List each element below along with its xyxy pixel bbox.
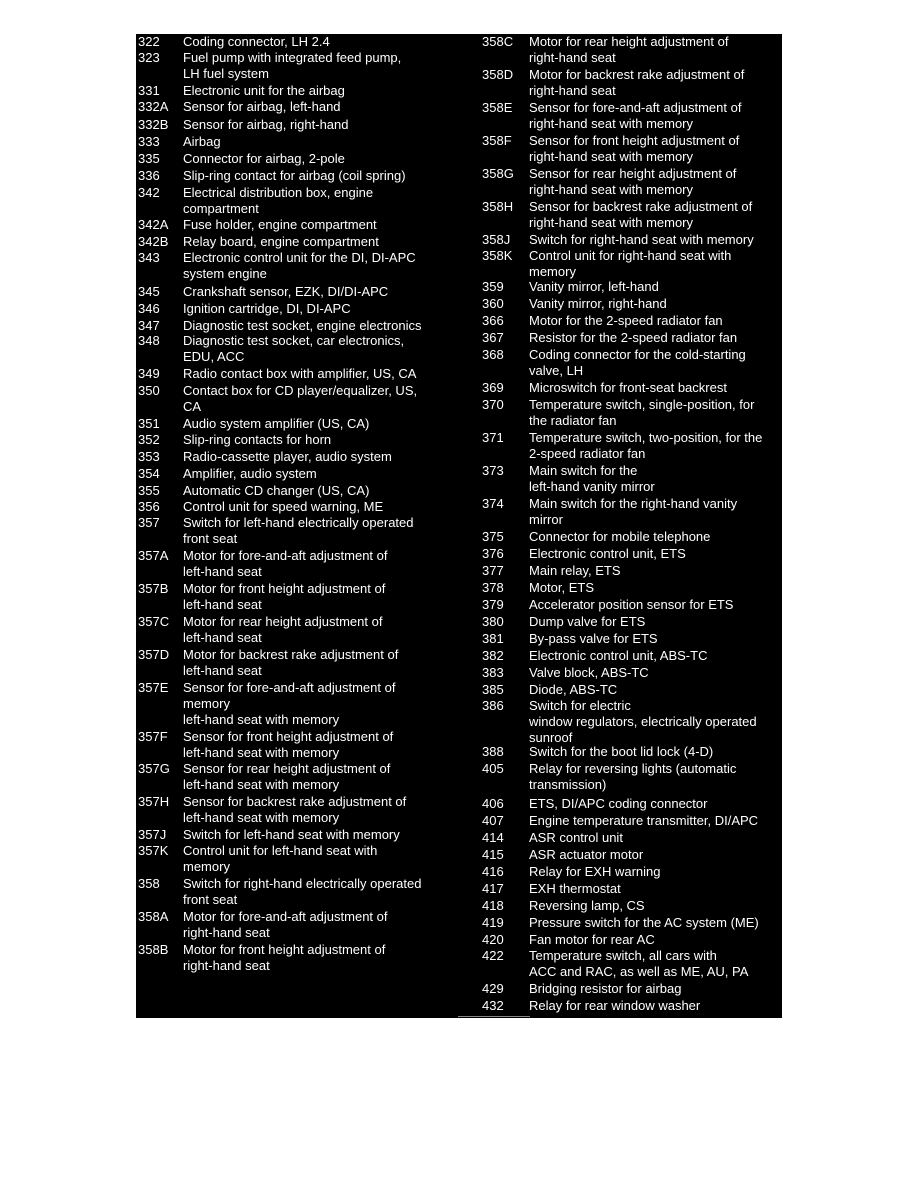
item-description <box>529 813 782 829</box>
description-line: Automatic CD changer (US, CA) <box>183 483 370 498</box>
description-line: Audio system amplifier (US, CA) <box>183 416 370 431</box>
item-code: 360 <box>482 296 504 311</box>
description-line: right-hand seat <box>529 83 616 98</box>
item-description <box>183 827 466 843</box>
description-line: left-hand seat <box>183 597 262 612</box>
item-description <box>183 318 466 334</box>
item-description <box>529 761 782 793</box>
item-code: 354 <box>138 466 160 481</box>
item-code: 417 <box>482 881 504 896</box>
description-line: Radio contact box with amplifier, US, CA <box>183 366 417 381</box>
item-description <box>183 217 466 233</box>
item-description <box>183 729 466 761</box>
description-line: memory <box>183 859 230 874</box>
item-code: 358K <box>482 248 513 263</box>
item-description <box>529 133 782 165</box>
item-code: 351 <box>138 416 160 431</box>
item-description <box>183 134 466 150</box>
description-line: Temperature switch, single-position, for <box>529 397 755 412</box>
item-description <box>529 430 782 462</box>
description-line: right-hand seat with memory <box>529 149 694 164</box>
item-code: 342B <box>138 234 169 249</box>
item-code: 358D <box>482 67 514 82</box>
item-code: 358G <box>482 166 514 181</box>
description-line: right-hand seat with memory <box>529 182 694 197</box>
description-line: Sensor for backrest rake adjustment of <box>529 199 753 214</box>
description-line: Reversing lamp, CS <box>529 898 645 913</box>
item-description <box>183 432 466 448</box>
item-code: 406 <box>482 796 504 811</box>
item-description <box>183 416 466 432</box>
description-line: Motor for rear height adjustment of <box>183 614 383 629</box>
description-line: Electrical distribution box, engine <box>183 185 374 200</box>
description-line: Dump valve for ETS <box>529 614 646 629</box>
description-line: Engine temperature transmitter, DI/APC <box>529 813 759 828</box>
item-code: 388 <box>482 744 504 759</box>
description-line: left-hand seat with memory <box>183 777 340 792</box>
item-code: 370 <box>482 397 504 412</box>
description-line: left-hand seat <box>183 564 262 579</box>
description-line: Slip-ring contact for airbag (coil spring) <box>183 168 406 183</box>
description-line: compartment <box>183 201 259 216</box>
description-line: Motor for front height adjustment of <box>183 942 386 957</box>
description-line: right-hand seat <box>183 925 270 940</box>
description-line: Bridging resistor for airbag <box>529 981 682 996</box>
description-line: Vanity mirror, left-hand <box>529 279 659 294</box>
item-description <box>529 830 782 846</box>
description-line: Motor for fore-and-aft adjustment of <box>183 548 388 563</box>
item-code: 348 <box>138 333 160 348</box>
item-code: 358A <box>138 909 169 924</box>
description-line: Motor for the 2-speed radiator fan <box>529 313 723 328</box>
item-description <box>529 330 782 346</box>
description-line: Main switch for the right-hand vanity <box>529 496 738 511</box>
item-code: 342 <box>138 185 160 200</box>
item-code: 386 <box>482 698 504 713</box>
item-description <box>529 597 782 613</box>
item-code: 382 <box>482 648 504 663</box>
item-description <box>183 499 466 515</box>
description-line: Electronic control unit for the DI, DI-APC <box>183 250 416 265</box>
description-line: Sensor for airbag, left-hand <box>183 99 341 114</box>
item-description <box>183 34 466 50</box>
description-line: Sensor for airbag, right-hand <box>183 117 349 132</box>
item-code: 407 <box>482 813 504 828</box>
description-line: Contact box for CD player/equalizer, US, <box>183 383 418 398</box>
item-code: 380 <box>482 614 504 629</box>
item-code: 358H <box>482 199 514 214</box>
description-line: Microswitch for front-seat backrest <box>529 380 727 395</box>
item-description <box>529 614 782 630</box>
description-line: Electronic control unit, ETS <box>529 546 686 561</box>
item-code: 367 <box>482 330 504 345</box>
item-code: 415 <box>482 847 504 862</box>
item-code: 349 <box>138 366 160 381</box>
item-code: 418 <box>482 898 504 913</box>
item-description <box>183 647 466 679</box>
item-code: 346 <box>138 301 160 316</box>
item-description <box>183 168 466 184</box>
description-line: Radio-cassette player, audio system <box>183 449 392 464</box>
item-description <box>529 313 782 329</box>
item-description <box>183 50 466 82</box>
description-line: system engine <box>183 266 267 281</box>
item-description <box>529 296 782 312</box>
description-line: Electronic control unit, ABS-TC <box>529 648 708 663</box>
item-code: 383 <box>482 665 504 680</box>
item-code: 366 <box>482 313 504 328</box>
description-line: Temperature switch, two-position, for the <box>529 430 763 445</box>
description-line: ASR actuator motor <box>529 847 644 862</box>
description-line: By-pass valve for ETS <box>529 631 658 646</box>
item-code: 357E <box>138 680 169 695</box>
item-description <box>529 915 782 931</box>
description-line: Vanity mirror, right-hand <box>529 296 667 311</box>
item-description <box>529 496 782 528</box>
item-description <box>529 279 782 295</box>
item-description <box>529 648 782 664</box>
item-code: 353 <box>138 449 160 464</box>
description-line: EDU, ACC <box>183 349 245 364</box>
item-description <box>529 100 782 132</box>
description-line: Motor for rear height adjustment of <box>529 34 729 49</box>
item-code: 357K <box>138 843 169 858</box>
description-line: front seat <box>183 531 238 546</box>
item-code: 379 <box>482 597 504 612</box>
description-line: left-hand seat <box>183 630 262 645</box>
item-code: 405 <box>482 761 504 776</box>
item-code: 350 <box>138 383 160 398</box>
description-line: window regulators, electrically operated <box>529 714 757 729</box>
description-line: left-hand vanity mirror <box>529 479 655 494</box>
description-line: Diagnostic test socket, engine electronics <box>183 318 422 333</box>
item-description <box>529 698 782 746</box>
description-line: Fuse holder, engine compartment <box>183 217 377 232</box>
item-description <box>183 83 466 99</box>
item-code: 355 <box>138 483 160 498</box>
item-description <box>183 483 466 499</box>
item-description <box>183 449 466 465</box>
description-line: CA <box>183 399 202 414</box>
item-description <box>183 250 466 282</box>
description-line: Switch for left-hand seat with memory <box>183 827 400 842</box>
item-code: 357C <box>138 614 170 629</box>
description-line: Fuel pump with integrated feed pump, <box>183 50 402 65</box>
item-code: 335 <box>138 151 160 166</box>
item-description <box>529 546 782 562</box>
item-description <box>183 515 466 547</box>
item-code: 377 <box>482 563 504 578</box>
item-code: 375 <box>482 529 504 544</box>
item-description <box>183 333 466 365</box>
description-line: Switch for left-hand electrically operated <box>183 515 414 530</box>
description-line: sunroof <box>529 730 573 745</box>
description-line: the radiator fan <box>529 413 617 428</box>
item-description <box>529 898 782 914</box>
description-line: right-hand seat with memory <box>529 215 694 230</box>
item-description <box>529 665 782 681</box>
description-line: Relay for rear window washer <box>529 998 701 1013</box>
item-description <box>529 998 782 1014</box>
item-description <box>529 580 782 596</box>
item-code: 342A <box>138 217 169 232</box>
description-line: mirror <box>529 512 563 527</box>
item-code: 357J <box>138 827 167 842</box>
description-line: left-hand seat <box>183 663 262 678</box>
item-description <box>183 234 466 250</box>
description-line: EXH thermostat <box>529 881 621 896</box>
item-description <box>183 909 466 941</box>
item-description <box>183 614 466 646</box>
description-line: right-hand seat with memory <box>529 116 694 131</box>
description-line: Slip-ring contacts for horn <box>183 432 332 447</box>
description-line: Motor, ETS <box>529 580 595 595</box>
description-line: Sensor for fore-and-aft adjustment of <box>529 100 742 115</box>
description-line: right-hand seat <box>529 50 616 65</box>
item-description <box>183 366 466 382</box>
item-description <box>183 466 466 482</box>
item-description <box>529 380 782 396</box>
item-description <box>529 248 782 280</box>
description-line: Valve block, ABS-TC <box>529 665 649 680</box>
item-description <box>529 881 782 897</box>
description-line: right-hand seat <box>183 958 270 973</box>
description-line: Switch for the boot lid lock (4-D) <box>529 744 714 759</box>
description-line: left-hand seat with memory <box>183 810 340 825</box>
description-line: ETS, DI/APC coding connector <box>529 796 708 811</box>
item-description <box>183 761 466 793</box>
description-line: memory <box>183 696 230 711</box>
item-code: 358J <box>482 232 511 247</box>
item-description <box>529 397 782 429</box>
description-line: ACC and RAC, as well as ME, AU, PA <box>529 964 749 979</box>
description-line: Crankshaft sensor, EZK, DI/DI-APC <box>183 284 389 299</box>
item-code: 357 <box>138 515 160 530</box>
description-line: Motor for backrest rake adjustment of <box>529 67 745 82</box>
description-line: Sensor for front height adjustment of <box>183 729 394 744</box>
item-code: 345 <box>138 284 160 299</box>
item-description <box>529 948 782 980</box>
item-code: 332A <box>138 99 169 114</box>
description-line: Sensor for front height adjustment of <box>529 133 740 148</box>
description-line: Resistor for the 2-speed radiator fan <box>529 330 738 345</box>
item-description <box>529 631 782 647</box>
item-code: 352 <box>138 432 160 447</box>
description-line: Relay for reversing lights (automatic <box>529 761 737 776</box>
item-description <box>529 864 782 880</box>
item-description <box>183 794 466 826</box>
item-description <box>183 843 466 875</box>
item-code: 358E <box>482 100 513 115</box>
description-line: Fan motor for rear AC <box>529 932 655 947</box>
description-line: transmission) <box>529 777 607 792</box>
item-code: 359 <box>482 279 504 294</box>
description-line: Coding connector for the cold-starting <box>529 347 746 362</box>
description-line: Control unit for left-hand seat with <box>183 843 378 858</box>
description-line: left-hand seat with memory <box>183 745 340 760</box>
description-line: Amplifier, audio system <box>183 466 317 481</box>
description-line: Main relay, ETS <box>529 563 621 578</box>
item-description <box>529 796 782 812</box>
description-line: Temperature switch, all cars with <box>529 948 717 963</box>
description-line: Switch for right-hand electrically operated <box>183 876 422 891</box>
item-description <box>529 232 782 248</box>
item-description <box>183 284 466 300</box>
item-code: 332B <box>138 117 169 132</box>
item-code: 358B <box>138 942 169 957</box>
item-description <box>183 548 466 580</box>
item-description <box>183 383 466 415</box>
item-code: 358 <box>138 876 160 891</box>
item-code: 369 <box>482 380 504 395</box>
item-code: 323 <box>138 50 160 65</box>
item-description <box>183 680 466 728</box>
description-line: Main switch for the <box>529 463 638 478</box>
item-code: 322 <box>138 34 160 49</box>
item-code: 357F <box>138 729 168 744</box>
item-description <box>529 682 782 698</box>
description-line: Control unit for speed warning, ME <box>183 499 384 514</box>
item-code: 432 <box>482 998 504 1013</box>
item-code: 357G <box>138 761 170 776</box>
item-code: 356 <box>138 499 160 514</box>
description-line: Sensor for rear height adjustment of <box>529 166 737 181</box>
item-description <box>183 151 466 167</box>
item-description <box>529 932 782 948</box>
item-code: 419 <box>482 915 504 930</box>
description-line: LH fuel system <box>183 66 269 81</box>
item-description <box>183 99 466 115</box>
item-description <box>183 117 466 133</box>
description-line: Connector for mobile telephone <box>529 529 711 544</box>
description-line: Motor for backrest rake adjustment of <box>183 647 399 662</box>
item-description <box>529 744 782 760</box>
description-line: Connector for airbag, 2-pole <box>183 151 345 166</box>
item-code: 357A <box>138 548 169 563</box>
description-line: ASR control unit <box>529 830 623 845</box>
item-code: 378 <box>482 580 504 595</box>
item-code: 414 <box>482 830 504 845</box>
description-line: Coding connector, LH 2.4 <box>183 34 330 49</box>
item-description <box>183 876 466 908</box>
item-code: 420 <box>482 932 504 947</box>
description-line: Sensor for backrest rake adjustment of <box>183 794 407 809</box>
description-line: left-hand seat with memory <box>183 712 340 727</box>
description-line: 2-speed radiator fan <box>529 446 646 461</box>
description-line: Control unit for right-hand seat with <box>529 248 732 263</box>
item-code: 343 <box>138 250 160 265</box>
item-code: 333 <box>138 134 160 149</box>
item-description <box>529 981 782 997</box>
description-line: Pressure switch for the AC system (ME) <box>529 915 759 930</box>
item-code: 422 <box>482 948 504 963</box>
item-description <box>529 463 782 495</box>
item-description <box>529 34 782 66</box>
description-line: Relay for EXH warning <box>529 864 661 879</box>
description-line: Motor for front height adjustment of <box>183 581 386 596</box>
description-line: Electronic unit for the airbag <box>183 83 345 98</box>
item-description <box>529 529 782 545</box>
item-description <box>529 563 782 579</box>
item-code: 357D <box>138 647 170 662</box>
item-description <box>529 67 782 99</box>
item-description <box>529 199 782 231</box>
item-code: 376 <box>482 546 504 561</box>
component-list-sheet <box>136 34 782 1018</box>
item-code: 374 <box>482 496 504 511</box>
item-description <box>529 347 782 379</box>
description-line: valve, LH <box>529 363 584 378</box>
item-code: 381 <box>482 631 504 646</box>
description-line: Diagnostic test socket, car electronics, <box>183 333 405 348</box>
item-code: 429 <box>482 981 504 996</box>
description-line: Accelerator position sensor for ETS <box>529 597 734 612</box>
item-code: 373 <box>482 463 504 478</box>
description-line: Switch for electric <box>529 698 631 713</box>
item-code: 416 <box>482 864 504 879</box>
item-code: 357H <box>138 794 170 809</box>
item-code: 331 <box>138 83 160 98</box>
item-description <box>183 942 466 974</box>
description-line: Switch for right-hand seat with memory <box>529 232 754 247</box>
item-description <box>529 847 782 863</box>
description-line: Sensor for fore-and-aft adjustment of <box>183 680 396 695</box>
item-code: 385 <box>482 682 504 697</box>
item-code: 336 <box>138 168 160 183</box>
description-line: Ignition cartridge, DI, DI-APC <box>183 301 351 316</box>
description-line: Diode, ABS-TC <box>529 682 618 697</box>
item-description <box>529 166 782 198</box>
item-code: 368 <box>482 347 504 362</box>
item-description <box>183 581 466 613</box>
description-line: Airbag <box>183 134 221 149</box>
item-description <box>183 185 466 217</box>
item-code: 358C <box>482 34 514 49</box>
item-code: 357B <box>138 581 169 596</box>
description-line: front seat <box>183 892 238 907</box>
description-line: memory <box>529 264 576 279</box>
item-code: 358F <box>482 133 512 148</box>
item-code: 347 <box>138 318 160 333</box>
description-line: Relay board, engine compartment <box>183 234 379 249</box>
item-description <box>183 301 466 317</box>
description-line: Motor for fore-and-aft adjustment of <box>183 909 388 924</box>
description-line: Sensor for rear height adjustment of <box>183 761 391 776</box>
footer-rule <box>458 1016 530 1017</box>
item-code: 371 <box>482 430 504 445</box>
